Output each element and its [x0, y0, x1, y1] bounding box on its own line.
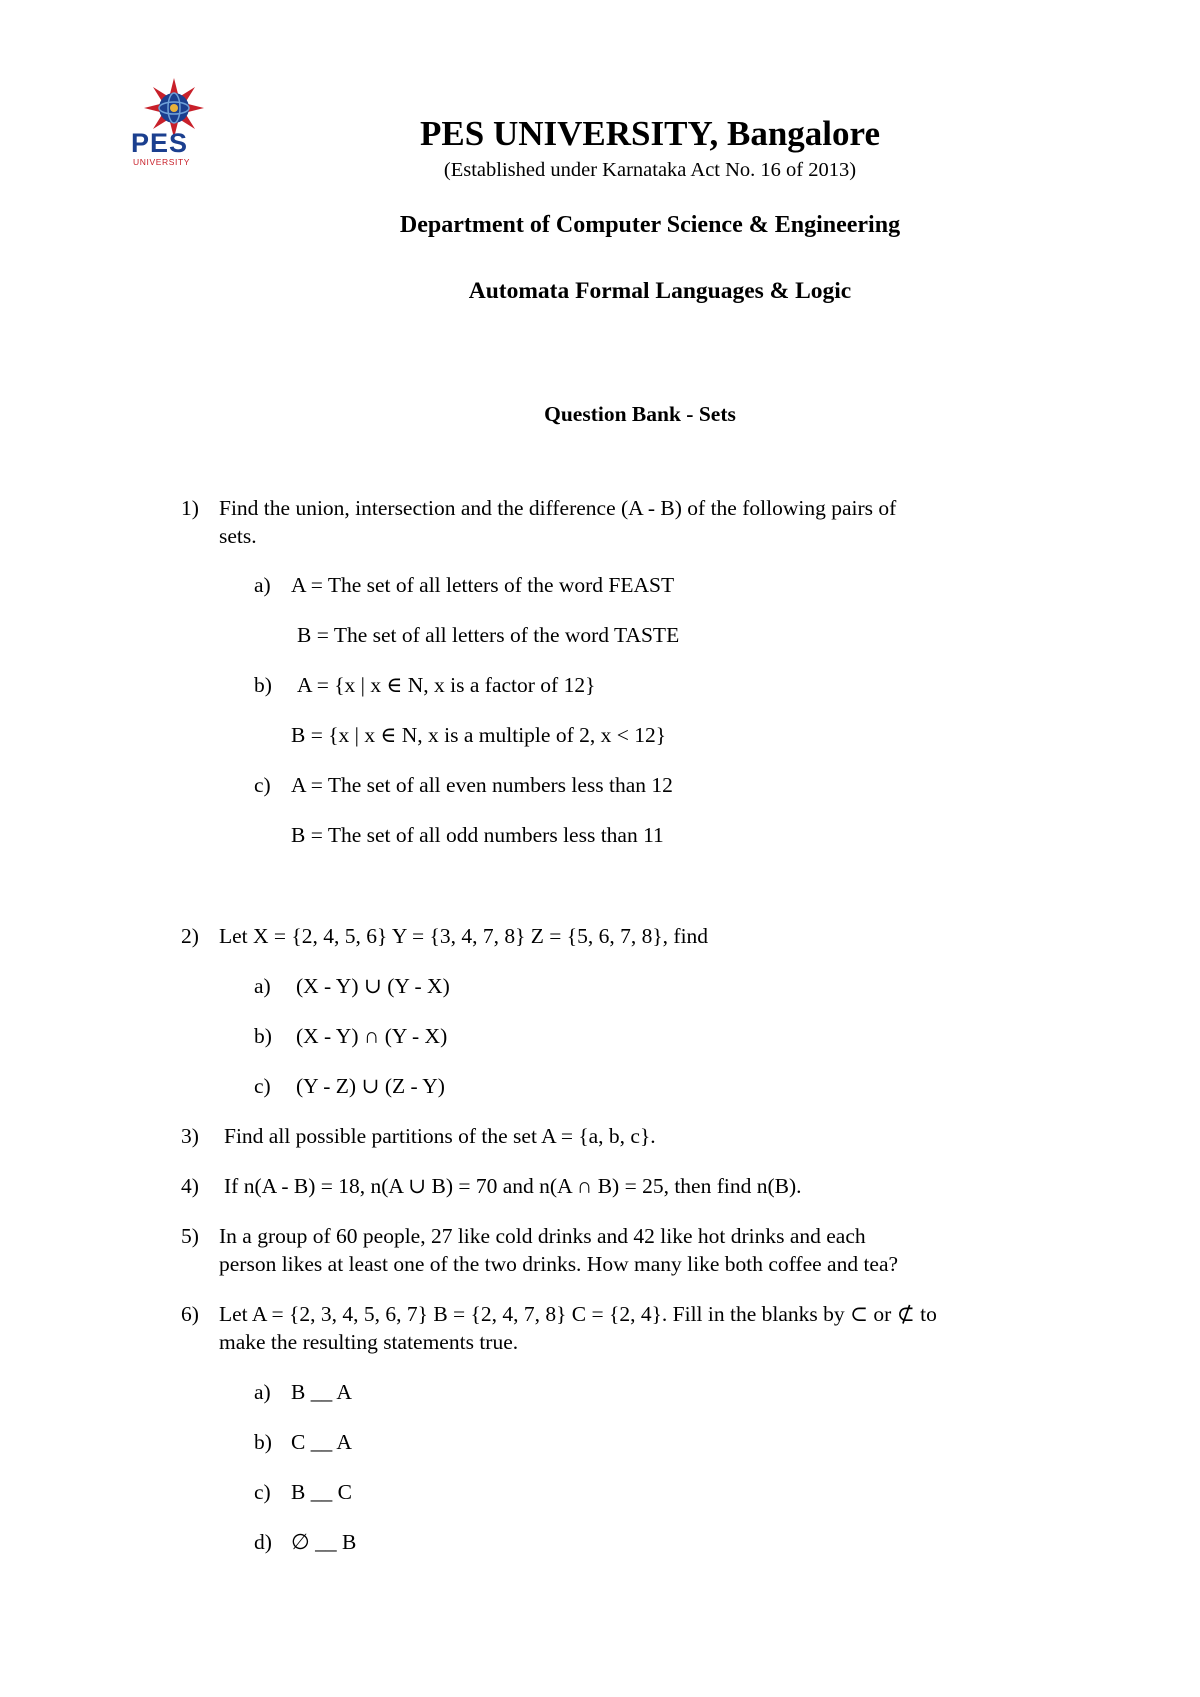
- question-1c-label: c): [254, 773, 271, 797]
- question-6b-statement: C __ A: [291, 1430, 352, 1454]
- question-6a-label: a): [254, 1380, 271, 1404]
- question-6-number: 6): [181, 1302, 199, 1326]
- question-1-line-1: Find the union, intersection and the difference (A - B) of the following pairs of: [219, 496, 897, 520]
- question-2-number: 2): [181, 924, 199, 948]
- question-1-number: 1): [181, 496, 199, 520]
- question-1b-set-a: A = {x | x ∈ N, x is a factor of 12}: [297, 673, 596, 697]
- question-1b-label: b): [254, 673, 272, 697]
- question-6b-label: b): [254, 1430, 272, 1454]
- question-2a-label: a): [254, 974, 271, 998]
- question-2c-label: c): [254, 1074, 271, 1098]
- question-2-line-1: Let X = {2, 4, 5, 6} Y = {3, 4, 7, 8} Z = {5, 6, 7, 8}, find: [219, 924, 709, 948]
- question-6-line-2: make the resulting statements true.: [219, 1330, 519, 1354]
- question-6-line-1: Let A = {2, 3, 4, 5, 6, 7} B = {2, 4, 7, 8} C = {2, 4}. Fill in the blanks by ⊂ or ⊄ to: [219, 1302, 937, 1326]
- department-title: Department of Computer Science & Engineering: [399, 212, 901, 238]
- question-1-line-2: sets.: [219, 524, 257, 548]
- question-2b-expression: (X - Y) ∩ (Y - X): [296, 1024, 448, 1048]
- question-6d-statement: ∅ __ B: [291, 1530, 357, 1554]
- question-1b-set-b: B = {x | x ∈ N, x is a multiple of 2, x < 12}: [291, 723, 667, 747]
- question-3-number: 3): [181, 1124, 199, 1148]
- question-4-text: If n(A - B) = 18, n(A ∪ B) = 70 and n(A ∩ B) = 25, then find n(B).: [224, 1174, 802, 1198]
- question-1a-set-a: A = The set of all letters of the word FEAST: [291, 573, 675, 597]
- question-1c-set-a: A = The set of all even numbers less than 12: [291, 773, 673, 797]
- question-2c-expression: (Y - Z) ∪ (Z - Y): [296, 1074, 445, 1098]
- logo-subtext: UNIVERSITY: [133, 157, 191, 167]
- question-4-number: 4): [181, 1174, 199, 1198]
- course-title: Automata Formal Languages & Logic: [468, 278, 852, 304]
- establishment-note: (Established under Karnataka Act No. 16 of 2013): [443, 159, 857, 181]
- logo-text: PES: [131, 128, 189, 158]
- question-3-text: Find all possible partitions of the set A = {a, b, c}.: [224, 1124, 656, 1148]
- question-5-number: 5): [181, 1224, 199, 1248]
- question-6c-statement: B __ C: [291, 1480, 352, 1504]
- question-1c-set-b: B = The set of all odd numbers less than 11: [291, 823, 664, 847]
- question-6a-statement: B __ A: [291, 1380, 352, 1404]
- question-6d-label: d): [254, 1530, 272, 1554]
- question-2b-label: b): [254, 1024, 272, 1048]
- university-title: PES UNIVERSITY, Bangalore: [420, 114, 880, 153]
- question-5-line-2: person likes at least one of the two drinks. How many like both coffee and tea?: [219, 1252, 899, 1276]
- question-6c-label: c): [254, 1480, 271, 1504]
- question-2a-expression: (X - Y) ∪ (Y - X): [296, 974, 450, 998]
- question-1a-label: a): [254, 573, 271, 597]
- question-bank-title: Question Bank - Sets: [544, 402, 736, 426]
- question-5-line-1: In a group of 60 people, 27 like cold drinks and 42 like hot drinks and each: [219, 1224, 866, 1248]
- question-1a-set-b: B = The set of all letters of the word TASTE: [297, 623, 680, 647]
